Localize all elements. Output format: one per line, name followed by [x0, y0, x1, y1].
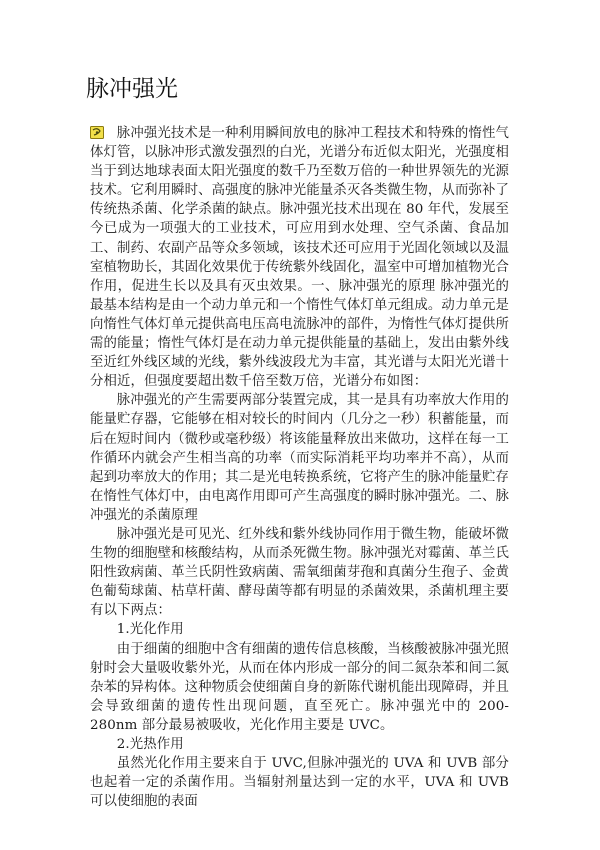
section-heading-photochemical: 1.光化作用: [116, 622, 184, 638]
document-body: [90, 124, 509, 811]
paragraph-pulse-generation: 脉冲强光的产生需要两部分装置完成，其一是具有功率放大作用的能量贮存器，它能够在相对较长的时间内（几分之一秒）积蓄能量，而后在短时间内（微秒或毫秒级）将该能量释放出来做功，这样在每一工作循环内就会产生相当高的功率（而实际消耗平均功率并不高），从而起到功率放大的作用；其二是光电转换系统，它将产生的脉冲能量贮存在惰性气体灯中，由电离作用即可产生高强度的瞬时脉冲强光。二、脉冲强光的杀菌原理: [90, 393, 509, 523]
section-heading-photothermal: 2.光热作用: [116, 737, 184, 752]
page-title: 脉冲强光: [86, 76, 178, 102]
paragraph-sterilization-principle: 脉冲强光是可见光、红外线和紫外线协同作用于微生物，能破坏微生物的细胞壁和核酸结构，从而杀死微生物。脉冲强光对霉菌、革兰氏阳性致病菌、革兰氏阴性致病菌、需氧细菌芽孢和真菌分生孢子、金黄色葡萄球菌、枯草杆菌、酵母菌等都有明显的杀菌效果，杀菌机理主要有以下两点：: [90, 526, 509, 619]
paragraph-photothermal: 虽然光化作用主要来自于 UVC,但脉冲强光的 UVA 和 UVB 部分也起着一定的杀菌作用。当辐射剂量达到一定的水平，UVA 和 UVB 可以使细胞的表面: [90, 756, 509, 810]
paragraph-intro: 脉冲强光技术是一种利用瞬间放电的脉冲工程技术和特殊的惰性气体灯管，以脉冲形式激发强烈的白光，光谱分布近似太阳光，光强度相当于到达地球表面太阳光强度的数千乃至数万倍的一种世界领先的光源技术。它利用瞬时、高强度的脉冲光能量杀灭各类微生物，从而弥补了传统热杀菌、化学杀菌的缺点。脉冲强光技术出现在 80 年代，发展至今已成为一项强大的工业技术，可应用到水处理、空气杀菌、食品加工、制药、农副产品等众多领域，该技术还可应用于光固化领域以及温室植物助长，其固化效果优于传统紫外线固化，温室中可增加植物光合作用，促进生长以及具有灭虫效果。一、脉冲强光的原理 脉冲强光的最基本结构是由一个动力单元和一个惰性气体灯单元组成。动力单元是向惰性气体灯单元提供高电压高电流脉冲的部件，为惰性气体灯提供所需的能量；惰性气体灯是在动力单元提供能量的基础上，发出由紫外线至近红外线区域的光线，紫外线波段尤为丰富，其光谱与太阳光光谱十分相近，但强度要超出数千倍至数万倍，光谱分布如图：: [90, 126, 509, 390]
paragraph-photochemical: 由于细菌的细胞中含有细菌的遗传信息核酸，当核酸被脉冲强光照射时会大量吸收紫外光，从而在体内形成一部分的间二氮杂苯和间二氮杂苯的异构体。这种物质会使细菌自身的新陈代谢机能出现障碍，并且会导致细菌的遗传性出现问题，直至死亡。脉冲强光中的 200-280nm 部分最易被吸收，光化作用主要是 UVC。: [90, 641, 509, 733]
